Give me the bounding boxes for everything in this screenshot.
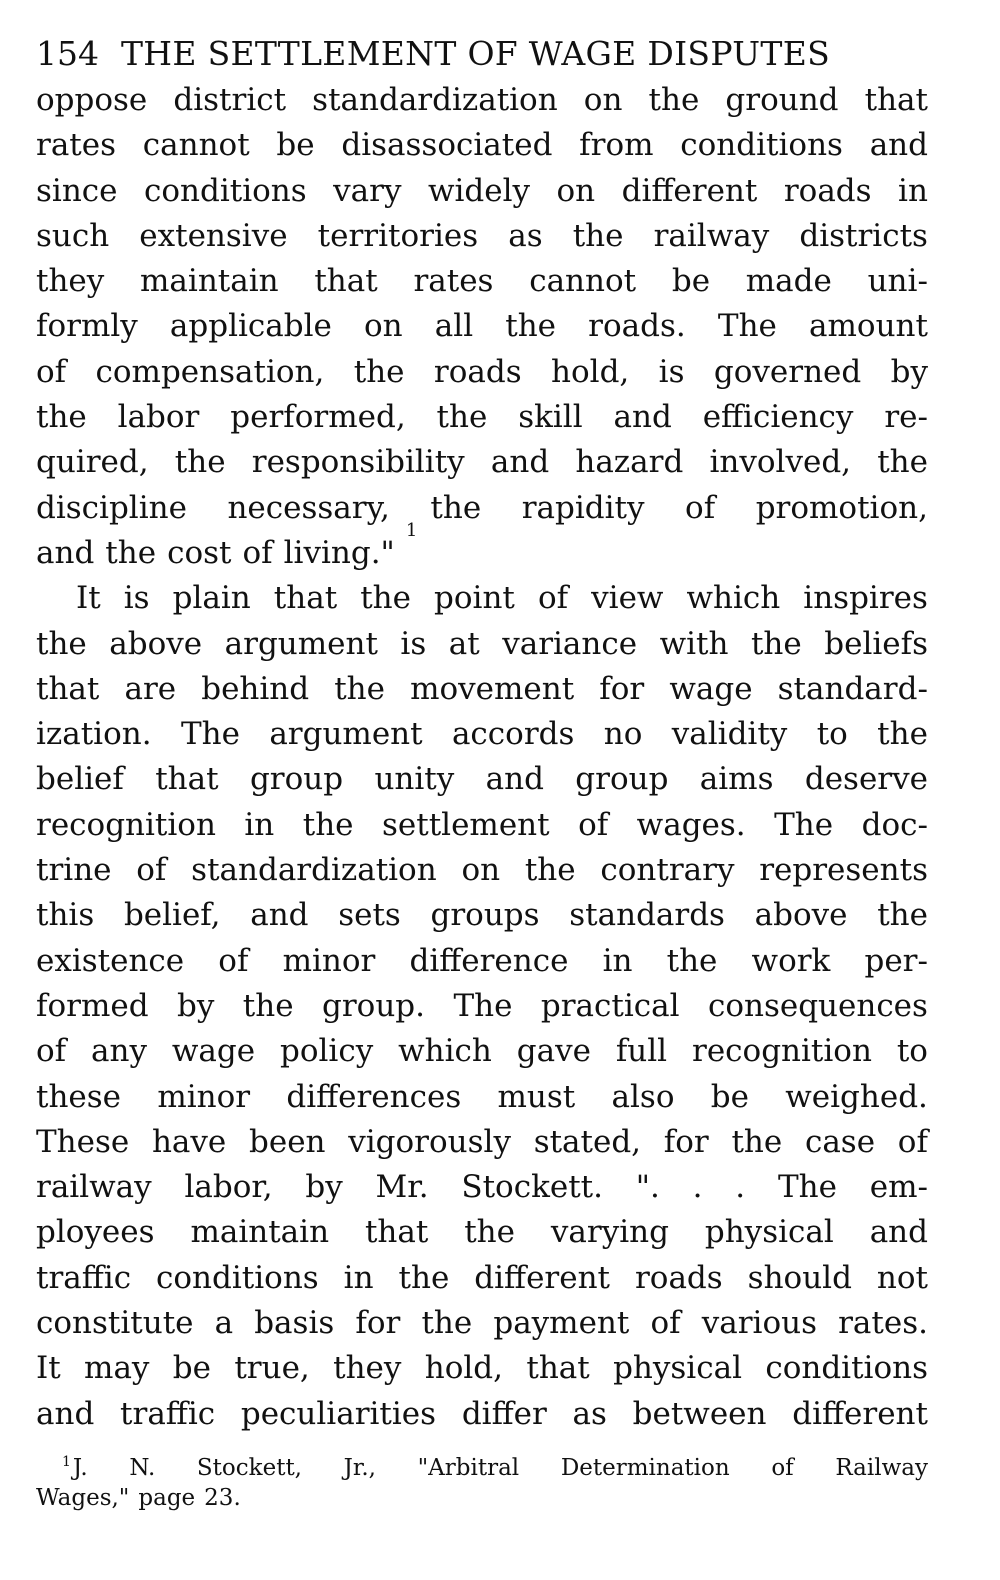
text-line: and traffic peculiarities differ as between different xyxy=(36,1395,928,1432)
text-line: traffic conditions in the different roads should not xyxy=(36,1259,928,1296)
running-title: THE SETTLEMENT OF WAGE DISPUTES xyxy=(121,34,830,73)
page-number: 154 xyxy=(36,34,99,73)
text-line: formed by the group. The practical consequences xyxy=(36,987,928,1024)
text-line: that are behind the movement for wage standard- xyxy=(36,670,928,707)
footnote-mark: 1 xyxy=(62,1454,71,1471)
text-line: ization. The argument accords no validity to the xyxy=(36,716,928,753)
text-line: since conditions vary widely on different roads in xyxy=(36,172,928,209)
text-line: of any wage policy which gave full recognition to xyxy=(36,1033,928,1070)
footnote-line: $^1$J. N. Stockett, Jr., "Arbitral Determination of Railway xyxy=(62,1454,928,1481)
text-line: such extensive territories as the railway districts xyxy=(36,217,928,254)
text-line: they maintain that rates cannot be made uni- xyxy=(36,263,928,300)
text-line: the above argument is at variance with the beliefs xyxy=(36,625,928,662)
text-line: formly applicable on all the roads. The amount xyxy=(36,308,928,345)
text-line: belief that group unity and group aims deserve xyxy=(36,761,928,798)
text-line: It may be true, they hold, that physical conditions xyxy=(36,1350,928,1387)
footnote-reference[interactable]: 1 xyxy=(405,519,418,541)
text-line: these minor differences must also be weighed. xyxy=(36,1078,928,1115)
text-line: railway labor, by Mr. Stockett. ". . . The em- xyxy=(36,1169,928,1206)
text-line: this belief, and sets groups standards above the xyxy=(36,897,928,934)
text-line: It is plain that the point of view which inspires xyxy=(76,580,928,617)
text-line: existence of minor difference in the work per- xyxy=(36,942,928,979)
text-line: constitute a basis for the payment of various rates. xyxy=(36,1305,928,1342)
body-text xyxy=(36,78,928,1437)
text-line: These have been vigorously stated, for the case of xyxy=(36,1123,928,1160)
footnotes xyxy=(36,1453,928,1513)
text-line: oppose district standardization on the ground that xyxy=(36,82,928,118)
footnote-line: Wages," page 23. xyxy=(36,1484,241,1511)
text-line: the labor performed, the skill and efficiency re- xyxy=(36,399,928,436)
text-line: recognition in the settlement of wages. The doc- xyxy=(36,806,928,843)
text-line: ployees maintain that the varying physical and xyxy=(36,1214,928,1251)
text-line: rates cannot be disassociated from conditions and xyxy=(36,127,928,164)
text-line: quired, the responsibility and hazard involved, the xyxy=(36,444,928,481)
text-line: of compensation, the roads hold, is governed by xyxy=(36,353,928,390)
text-line: trine of standardization on the contrary represents xyxy=(36,852,928,889)
text-line: and the cost of living." 1 xyxy=(36,531,928,576)
text-line: discipline necessary, the rapidity of promotion, xyxy=(36,489,928,526)
document-page xyxy=(36,30,928,1513)
running-head xyxy=(36,30,928,78)
